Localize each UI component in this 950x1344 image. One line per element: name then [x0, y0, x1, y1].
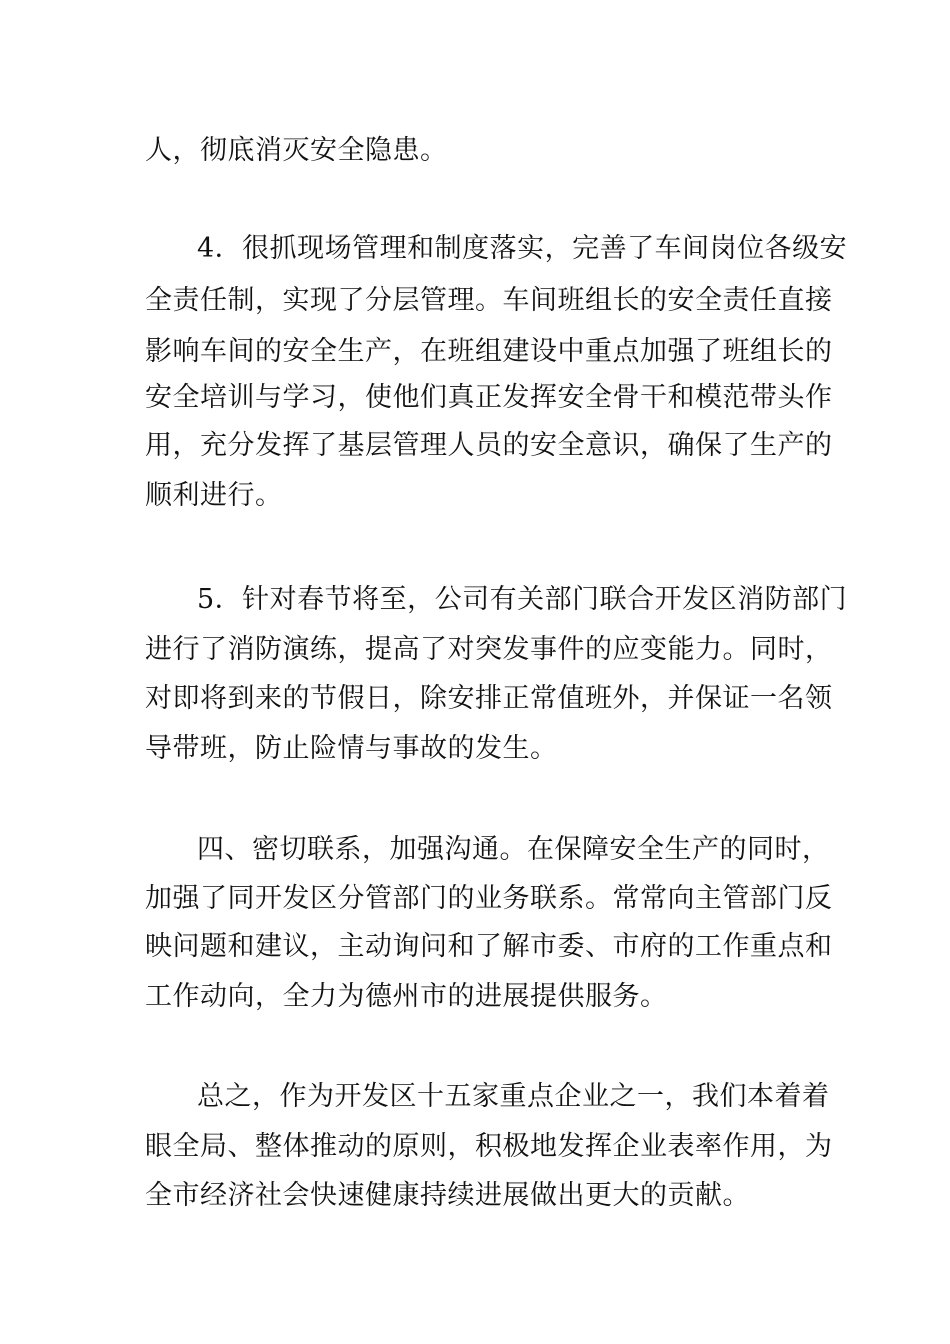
paragraph-2-line-2: 全责任制，实现了分层管理。车间班组长的安全责任直接 [145, 285, 833, 316]
paragraph-1-line-1: 人，彻底消灭安全隐患。 [145, 135, 448, 166]
paragraph-5-line-3: 全市经济社会快速健康持续进展做出更大的贡献。 [145, 1180, 750, 1211]
paragraph-3-line-4: 导带班，防止险情与事故的发生。 [145, 733, 558, 764]
paragraph-2-line-5: 用，充分发挥了基层管理人员的安全意识，确保了生产的 [145, 430, 833, 461]
paragraph-2-line-6: 顺利进行。 [145, 480, 283, 511]
paragraph-3-line-2: 进行了消防演练，提高了对突发事件的应变能力。同时， [145, 634, 833, 665]
paragraph-3-line-1: 5．针对春节将至，公司有关部门联合开发区消防部门 [197, 584, 848, 615]
paragraph-5-line-1: 总之，作为开发区十五家重点企业之一，我们本着着 [197, 1081, 830, 1112]
paragraph-2-line-1: 4．很抓现场管理和制度落实，完善了车间岗位各级安 [197, 233, 848, 264]
paragraph-4-line-4: 工作动向，全力为德州市的进展提供服务。 [145, 981, 668, 1012]
paragraph-4-line-1: 四、密切联系，加强沟通。在保障安全生产的同时， [197, 834, 830, 865]
paragraph-3-line-3: 对即将到来的节假日，除安排正常值班外，并保证一名领 [145, 683, 833, 714]
paragraph-2-line-3: 影响车间的安全生产，在班组建设中重点加强了班组长的 [145, 336, 833, 367]
paragraph-5-line-2: 眼全局、整体推动的原则，积极地发挥企业表率作用，为 [145, 1131, 833, 1162]
paragraph-4-line-3: 映问题和建议，主动询问和了解市委、市府的工作重点和 [145, 931, 833, 962]
paragraph-4-line-2: 加强了同开发区分管部门的业务联系。常常向主管部门反 [145, 883, 833, 914]
paragraph-2-line-4: 安全培训与学习，使他们真正发挥安全骨干和模范带头作 [145, 382, 833, 413]
